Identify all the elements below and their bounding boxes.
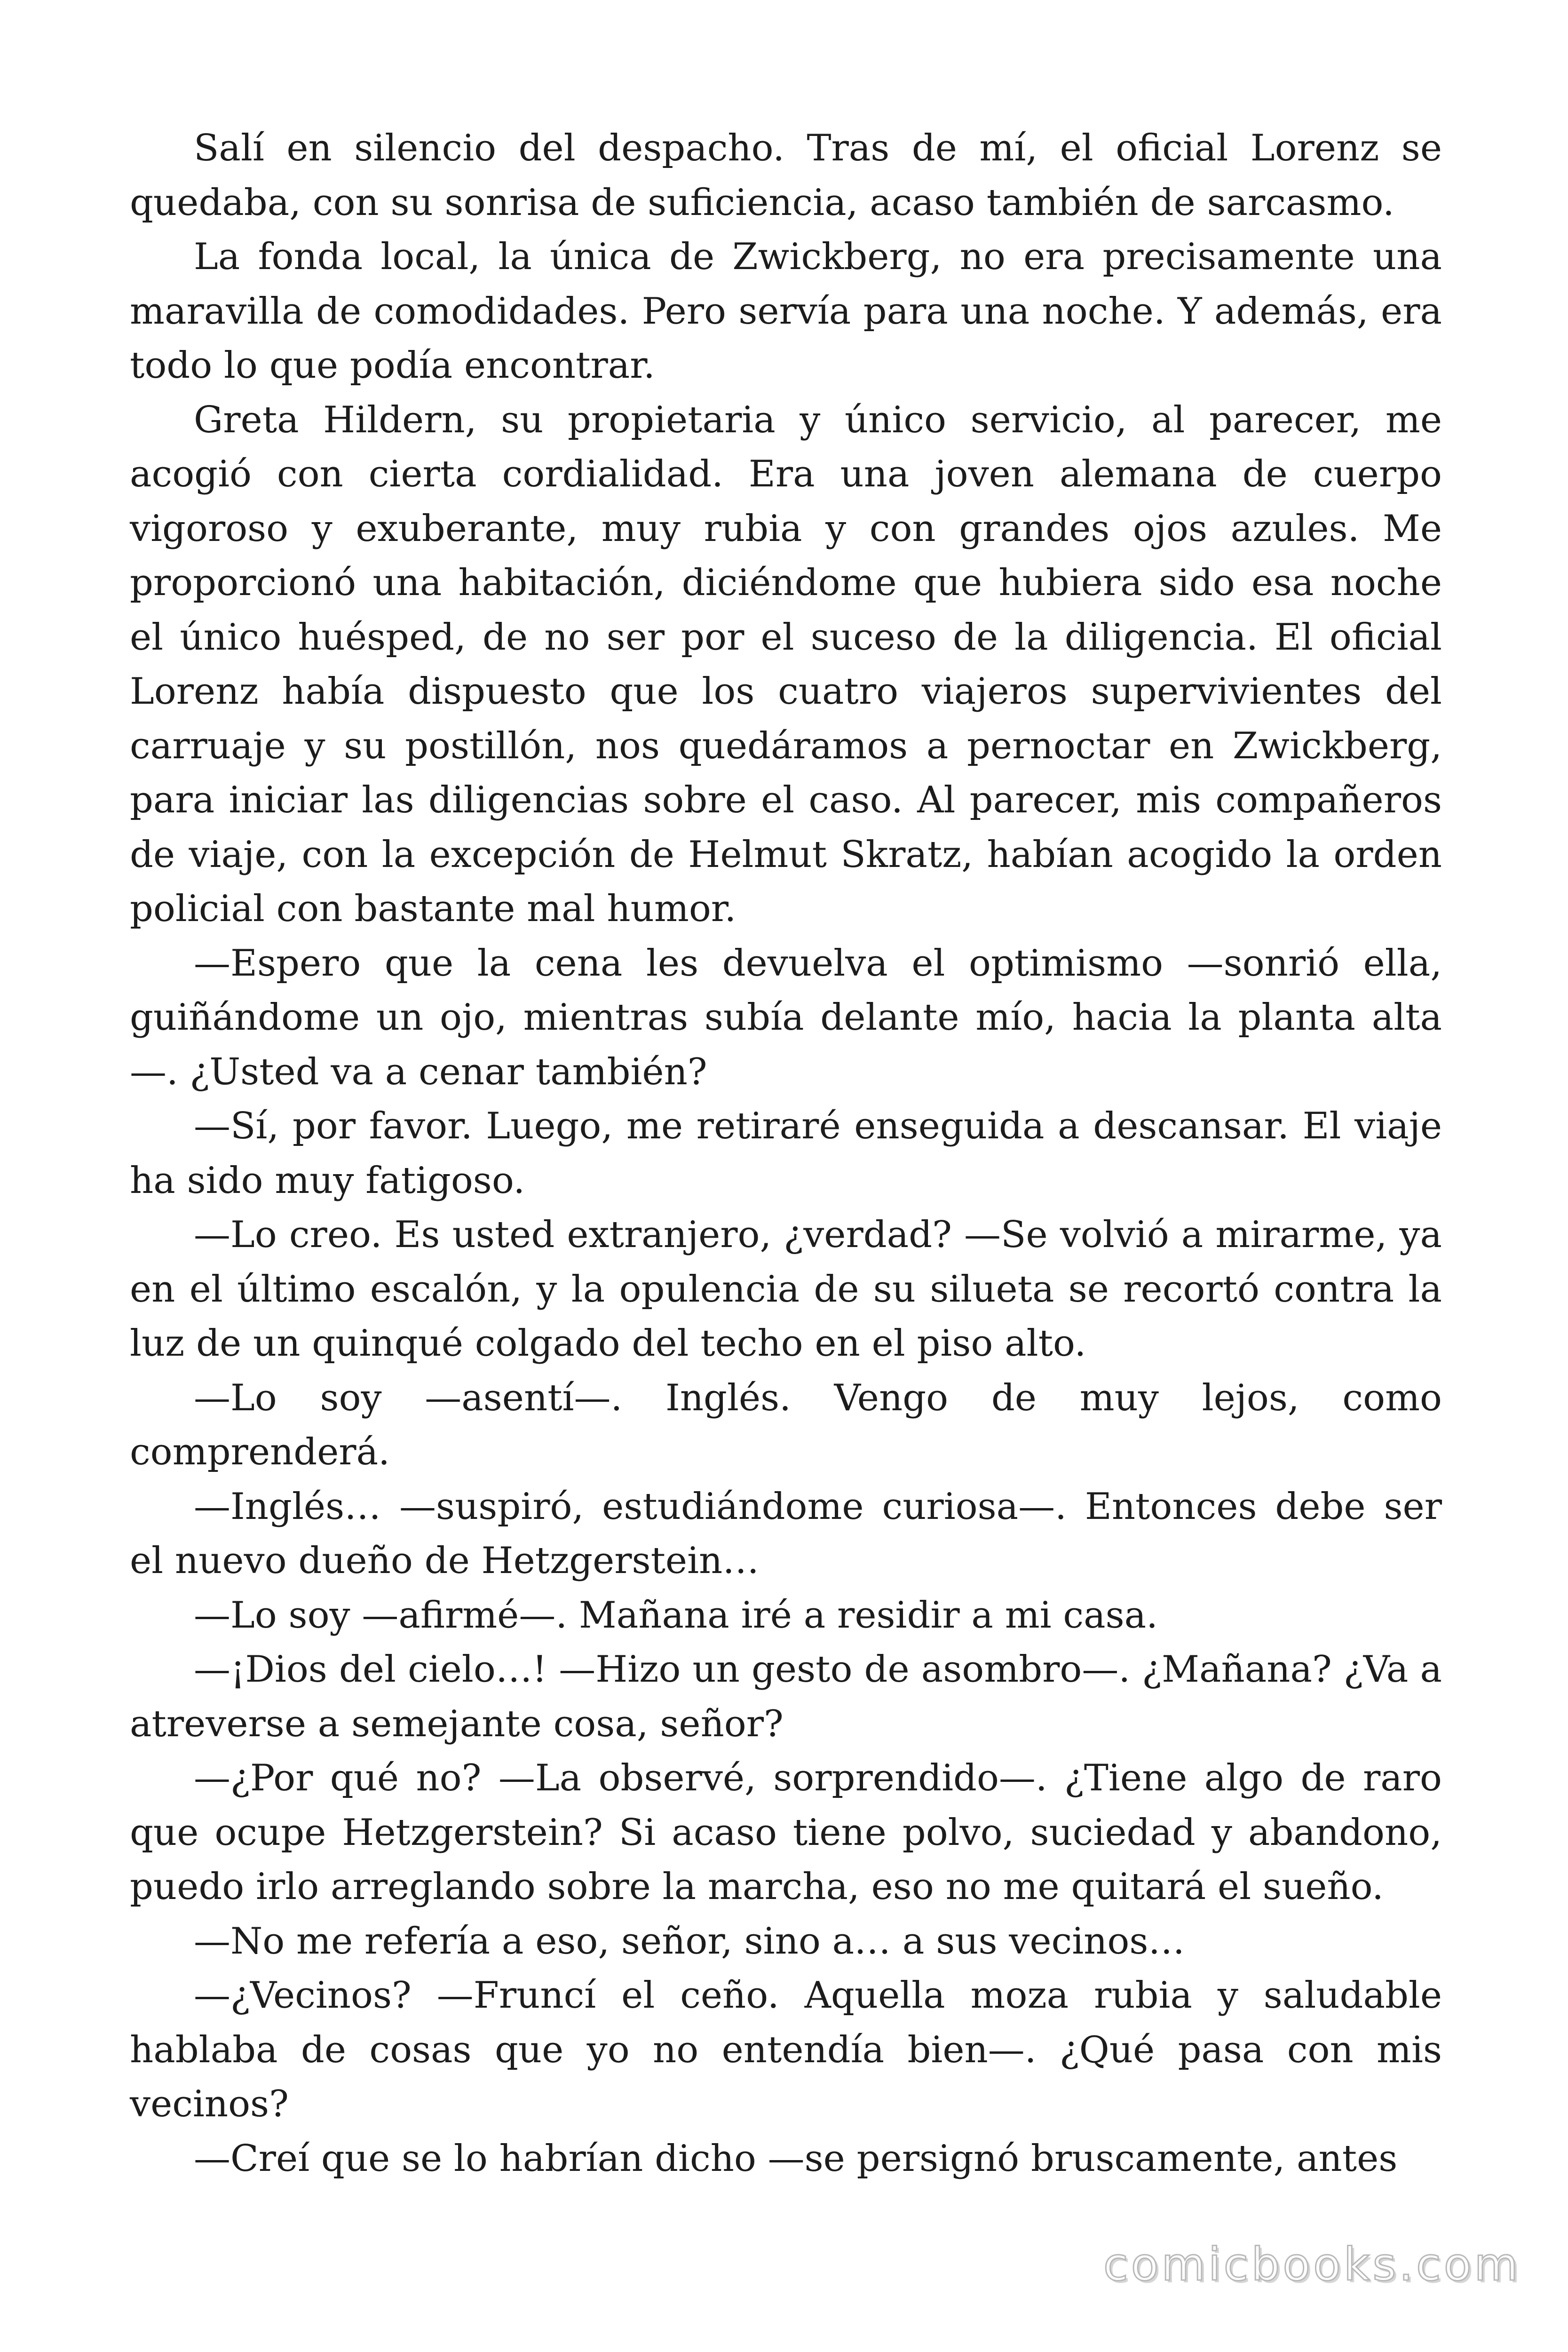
paragraph: La fonda local, la única de Zwickberg, no era precisamente una maravilla de comodidades. Pero servía para una noche. Y además, era todo lo que podía encontrar. [130, 236, 1442, 387]
paragraph: —Lo soy —afirmé—. Mañana iré a residir a mi casa. [194, 1594, 1158, 1637]
paragraph: —Lo creo. Es usted extranjero, ¿verdad? —Se volvió a mirarme, ya en el último escalón, y la opulencia de su silueta se recortó contra la luz de un quinqué colgado del techo en el piso alto. [130, 1214, 1442, 1365]
paragraph: —Espero que la cena les devuelva el optimismo —sonrió ella, guiñándome un ojo, mientras subía delante mío, hacia la planta alta —. ¿Usted va a cenar también? [130, 942, 1442, 1093]
book-page-text [130, 121, 1442, 2186]
paragraph: —¿Vecinos? —Fruncí el ceño. Aquella moza rubia y saludable hablaba de cosas que yo no entendía bien—. ¿Qué pasa con mis vecinos? [130, 1974, 1442, 2125]
paragraph: Salí en silencio del despacho. Tras de mí, el oficial Lorenz se quedaba, con su sonrisa de suficiencia, acaso también de sarcasmo. [130, 127, 1442, 224]
paragraph: —Sí, por favor. Luego, me retiraré enseguida a descansar. El viaje ha sido muy fatigoso. [130, 1105, 1442, 1202]
paragraph: —Lo soy —asentí—. Inglés. Vengo de muy lejos, como comprenderá. [130, 1376, 1442, 1473]
paragraph: —No me refería a eso, señor, sino a… a sus vecinos… [194, 1920, 1185, 1963]
paragraph: Greta Hildern, su propietaria y único servicio, al parecer, me acogió con cierta cordialidad. Era una joven alemana de cuerpo vigoroso y exuberante, muy rubia y con grandes ojos azules. Me proporcionó una habitación, diciéndome que hubiera sido esa noche el único huésped, de no ser por el suceso de la diligencia. El oficial Lorenz había dispuesto que los cuatro viajeros supervivientes del carruaje y su postillón, nos quedáramos a pernoctar en Zwickberg, para iniciar las diligencias sobre el caso. Al parecer, mis compañeros de viaje, con la excepción de Helmut Skratz, habían acogido la orden policial con bastante mal humor. [130, 398, 1442, 930]
watermark: comicbooks.com [1103, 2238, 1521, 2291]
paragraph: —Inglés… —suspiró, estudiándome curiosa—. Entonces debe ser el nuevo dueño de Hetzgerstein… [130, 1485, 1442, 1582]
paragraph: —Creí que se lo habrían dicho —se persignó bruscamente, antes [194, 2137, 1398, 2180]
paragraph: —¿Por qué no? —La observé, sorprendido—. ¿Tiene algo de raro que ocupe Hetzgerstein? Si acaso tiene polvo, suciedad y abandono, puedo irlo arreglando sobre la marcha, eso no me quitará el sueño. [130, 1757, 1442, 1908]
paragraph: —¡Dios del cielo…! —Hizo un gesto de asombro—. ¿Mañana? ¿Va a atreverse a semejante cosa, señor? [130, 1648, 1442, 1745]
